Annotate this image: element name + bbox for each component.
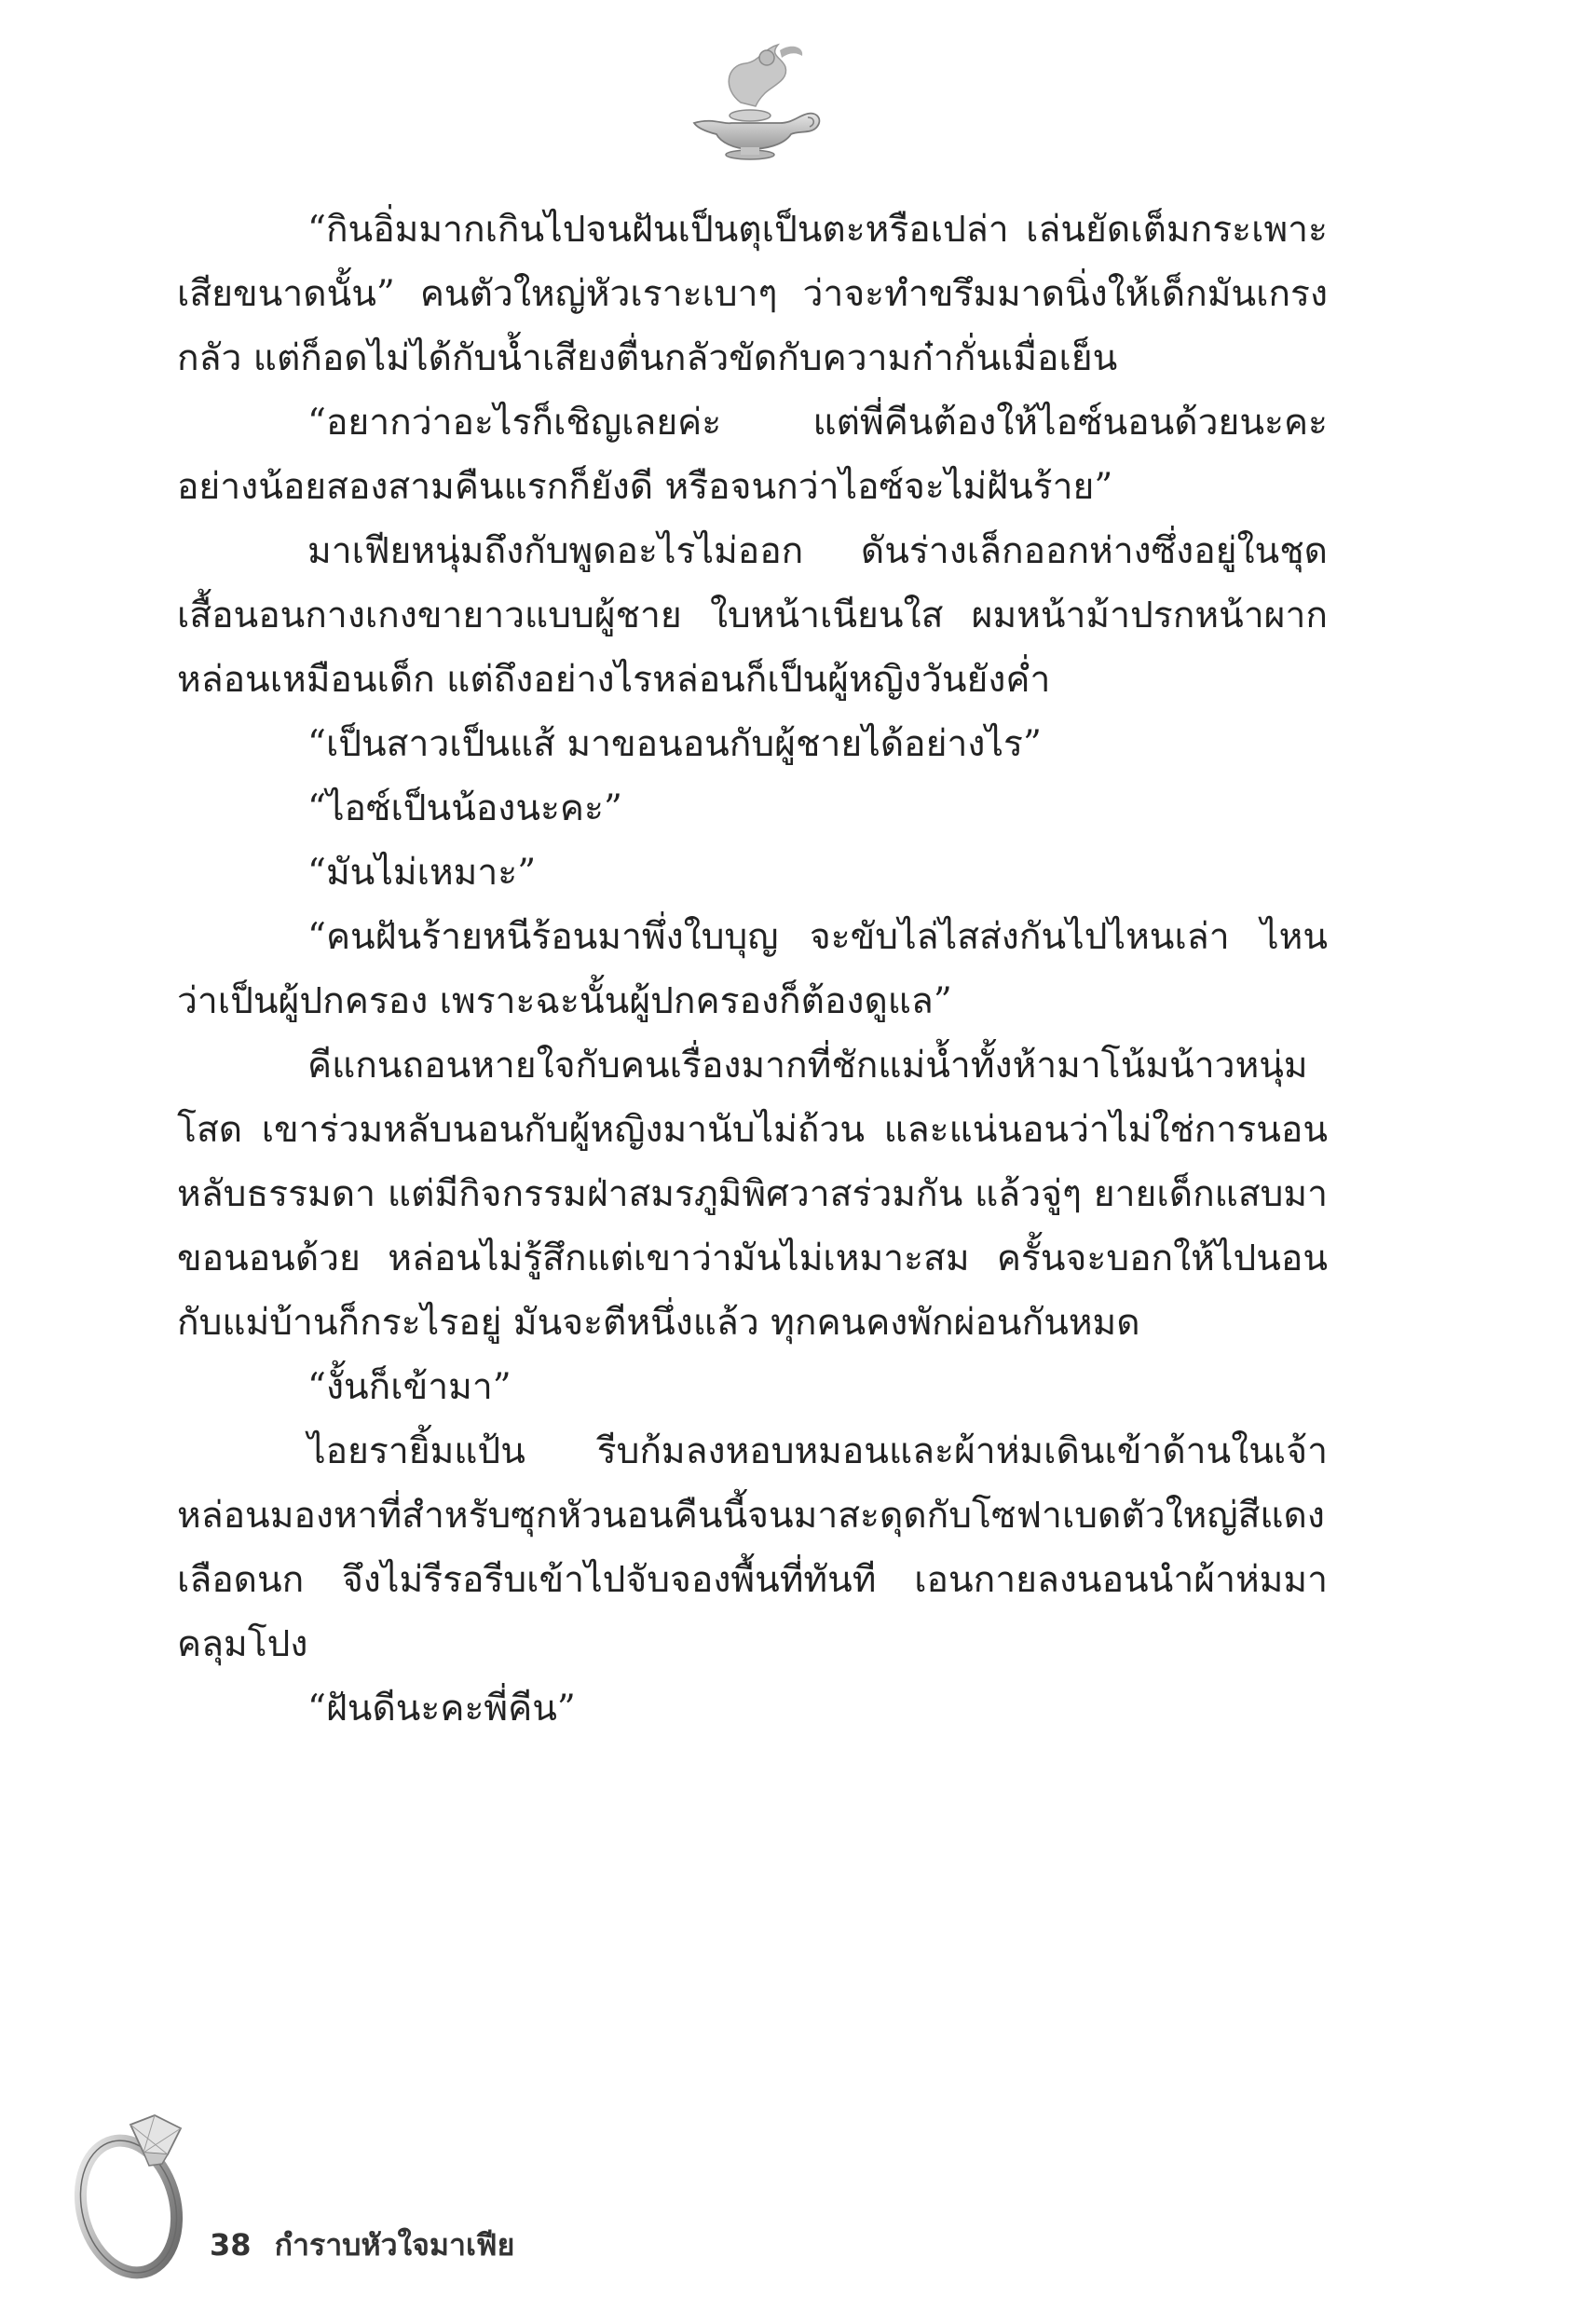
diamond-ring-icon — [65, 2097, 205, 2283]
page-footer — [210, 2222, 514, 2269]
paragraph: “ไอซ์เป็นน้องนะคะ” — [307, 787, 622, 829]
paragraph: “อยากว่าอะไรก็เชิญเลยค่ะ แต่พี่คีนต้องให้ไอซ์นอนด้วยนะคะ อย่างน้อยสองสามคืนแรกก็ยังดี หรือจนกว่าไอซ์จะไม่ฝันร้าย” — [177, 402, 1328, 508]
paragraph: “ฝันดีนะคะพี่คีน” — [307, 1688, 576, 1730]
paragraph: มาเฟียหนุ่มถึงกับพูดอะไรไม่ออก ดันร่างเล็กออกห่างซึ่งอยู่ในชุดเสื้อนอนกางเกงขายาวแบบผู้ชาย ใบหน้าเนียนใส ผมหน้าม้าปรกหน้าผาก หล่อนเหมือนเด็ก แต่ถึงอย่างไรหล่อนก็เป็นผู้หญิงวันยังค่ำ — [177, 530, 1328, 701]
body-text — [177, 198, 1328, 1741]
paragraph: ไอยรายิ้มแป้น รีบก้มลงหอบหมอนและผ้าห่มเดินเข้าด้านในเจ้าหล่อนมองหาที่สำหรับซุกหัวนอนคืนนี้จนมาสะดุดกับโซฟาเบดตัวใหญ่สีแดงเลือดนก จึงไม่รีรอรีบเข้าไปจับจองพื้นที่ทันที เอนกายลงนอนนำผ้าห่มมาคลุมโปง — [177, 1430, 1328, 1665]
paragraph: “คนฝันร้ายหนีร้อนมาพึ่งใบบุญ จะขับไล่ไสส่งกันไปไหนเล่า ไหนว่าเป็นผู้ปกครอง เพราะฉะนั้นผู้ปกครองก็ต้องดูแล” — [177, 916, 1328, 1022]
book-title: กำราบหัวใจมาเฟีย — [274, 2227, 515, 2263]
paragraph: “มันไม่เหมาะ” — [307, 852, 537, 894]
paragraph: “เป็นสาวเป็นแส้ มาขอนอนกับผู้ชายได้อย่างไร” — [307, 723, 1042, 765]
page-number: 38 — [210, 2227, 252, 2263]
genie-lamp-icon — [675, 37, 829, 163]
paragraph: คีแกนถอนหายใจกับคนเรื่องมากที่ชักแม่น้ำทั้งห้ามาโน้มน้าวหนุ่มโสด เขาร่วมหลับนอนกับผู้หญิงมานับไม่ถ้วน และแน่นอนว่าไม่ใช่การนอนหลับธรรมดา แต่มีกิจกรรมฝ่าสมรภูมิพิศวาสร่วมกัน แล้วจู่ๆ ยายเด็กแสบมาขอนอนด้วย หล่อนไม่รู้สึกแต่เขาว่ามันไม่เหมาะสม ครั้นจะบอกให้ไปนอนกับแม่บ้านก็กระไรอยู่ มันจะตีหนึ่งแล้ว ทุกคนคงพักผ่อนกันหมด — [177, 1045, 1328, 1344]
paragraph: “กินอิ่มมากเกินไปจนฝันเป็นตุเป็นตะหรือเปล่า เล่นยัดเต็มกระเพาะเสียขนาดนั้น” คนตัวใหญ่หัวเราะเบาๆ ว่าจะทำขรึมมาดนิ่งให้เด็กมันเกรงกลัว แต่ก็อดไม่ได้กับน้ำเสียงตื่นกลัวขัดกับความก๋ากั่นเมื่อเย็น — [177, 209, 1328, 379]
paragraph: “งั้นก็เข้ามา” — [307, 1366, 512, 1408]
